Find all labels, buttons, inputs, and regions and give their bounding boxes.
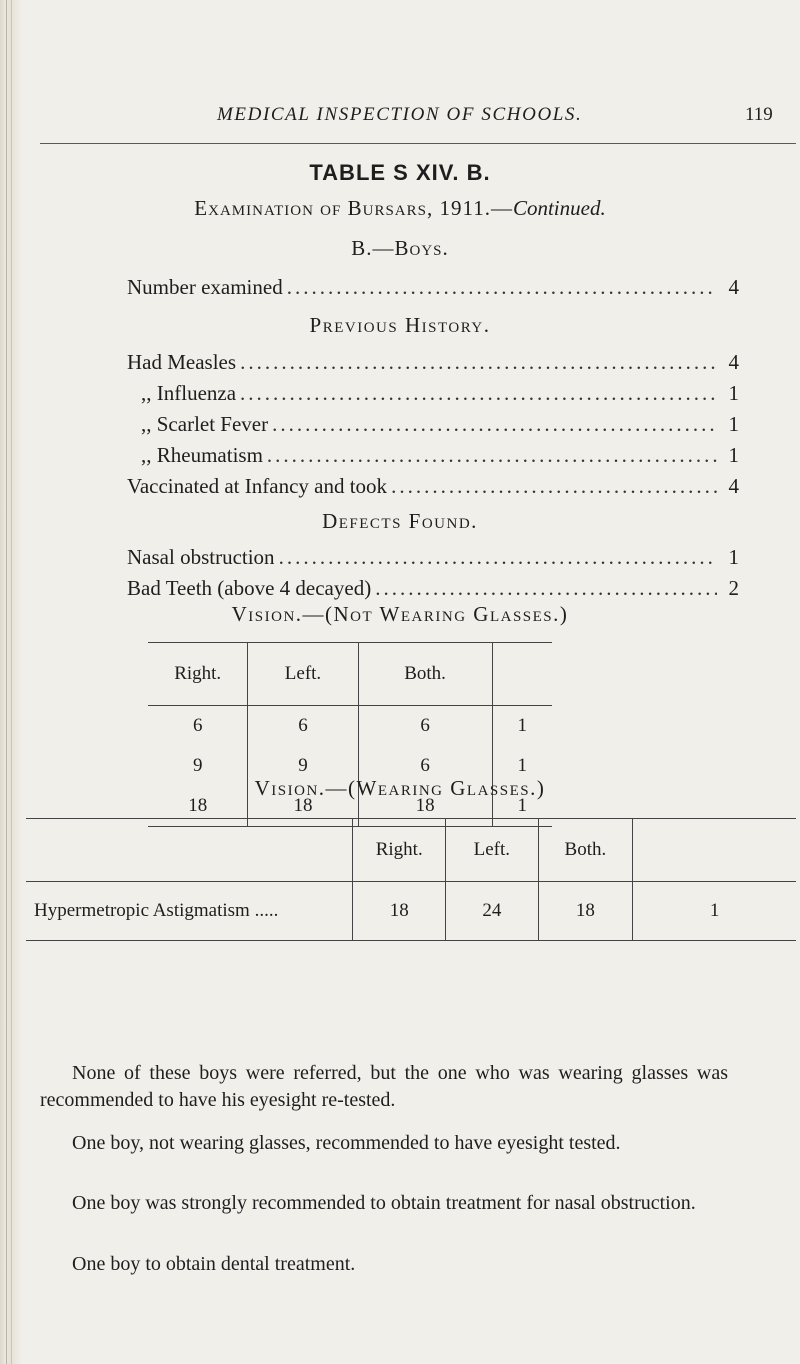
table-cell: 9 bbox=[248, 746, 358, 786]
defect-label: Bad Teeth (above 4 decayed) bbox=[127, 576, 372, 600]
history-label: Had Measles bbox=[127, 350, 237, 374]
table-title: TABLE S XIV. B. bbox=[309, 160, 491, 185]
note-paragraph: One boy to obtain dental treatment. bbox=[72, 1253, 356, 1275]
history-value: 1 bbox=[728, 443, 739, 467]
note-paragraph: None of these boys were referred, but the one who was wearing glasses was recommended to have his eyesight re-tested. bbox=[40, 1062, 728, 1111]
column-header-left: Left. bbox=[446, 819, 539, 882]
column-header-right: Right. bbox=[353, 819, 446, 882]
note-paragraph: One boy, not wearing glasses, recommended to have eyesight tested. bbox=[72, 1132, 621, 1154]
table-header-row bbox=[148, 643, 552, 706]
subtitle-main: Examination of Bursars, 1911.— bbox=[194, 196, 513, 220]
defect-label: Nasal obstruction bbox=[127, 545, 275, 569]
vision-not-wearing-heading: Vision.—(Not Wearing Glasses.) bbox=[231, 602, 569, 626]
defect-value: 2 bbox=[728, 576, 739, 600]
table-header-row bbox=[26, 819, 796, 882]
history-row bbox=[127, 474, 739, 504]
leader-dots bbox=[391, 474, 717, 499]
column-header-right: Right. bbox=[148, 643, 248, 706]
defect-value: 1 bbox=[728, 545, 739, 569]
table-cell: 1 bbox=[492, 746, 552, 786]
number-examined-value: 4 bbox=[728, 275, 739, 299]
history-label: ,, Influenza bbox=[141, 381, 237, 405]
running-head-title: MEDICAL INSPECTION OF SCHOOLS. bbox=[217, 104, 583, 125]
table-cell: 6 bbox=[192, 715, 203, 736]
history-row bbox=[127, 381, 739, 411]
table-cell: 18 bbox=[358, 786, 492, 827]
vision-wearing-heading: Vision.—(Wearing Glasses.) bbox=[254, 776, 546, 800]
leader-dots bbox=[272, 412, 717, 437]
table-cell: 9 bbox=[192, 755, 203, 776]
history-value: 1 bbox=[728, 412, 739, 436]
table-cell: 1 bbox=[633, 882, 796, 941]
leader-dots bbox=[240, 350, 717, 375]
table-cell: 18 bbox=[148, 786, 248, 827]
history-row bbox=[127, 350, 739, 380]
history-label: ,, Rheumatism bbox=[141, 443, 263, 467]
table-row bbox=[26, 882, 796, 941]
table-cell: 1 bbox=[492, 786, 552, 827]
column-header-left: Left. bbox=[248, 643, 358, 706]
leader-dots bbox=[287, 275, 717, 300]
table-cell: 18 bbox=[248, 786, 358, 827]
defects-found-heading: Defects Found. bbox=[322, 509, 478, 533]
table-cell: 18 bbox=[538, 882, 633, 941]
leader-dots bbox=[375, 576, 717, 601]
note-paragraph: One boy was strongly recommended to obtain treatment for nasal obstruction. bbox=[72, 1192, 696, 1214]
row-label: Hypermetropic Astigmatism ..... bbox=[26, 882, 353, 941]
column-header-both: Both. bbox=[538, 819, 633, 882]
number-examined-label: Number examined bbox=[127, 275, 283, 299]
history-value: 4 bbox=[728, 474, 739, 498]
leader-dots bbox=[267, 443, 717, 468]
number-examined-row bbox=[127, 275, 739, 305]
table-cell: 6 bbox=[358, 706, 492, 747]
table-subtitle bbox=[0, 196, 800, 221]
table-row bbox=[148, 706, 552, 747]
history-row bbox=[127, 412, 739, 442]
table-cell: 18 bbox=[353, 882, 446, 941]
defect-row bbox=[127, 545, 739, 575]
vision-wearing-table bbox=[26, 818, 796, 941]
column-header-blank bbox=[26, 819, 353, 882]
column-header-blank bbox=[633, 819, 796, 882]
history-label: Vaccinated at Infancy and took bbox=[127, 474, 388, 498]
header-rule bbox=[40, 143, 796, 144]
leader-dots bbox=[240, 381, 717, 406]
page-number: 119 bbox=[745, 104, 773, 125]
history-value: 4 bbox=[728, 350, 739, 374]
table-cell: 6 bbox=[248, 706, 358, 747]
previous-history-heading: Previous History. bbox=[309, 313, 491, 337]
running-head bbox=[0, 104, 800, 128]
history-row bbox=[127, 443, 739, 473]
column-header-both: Both. bbox=[358, 643, 492, 706]
column-header-blank bbox=[492, 643, 552, 706]
table-cell: 1 bbox=[492, 706, 552, 747]
leader-dots bbox=[279, 545, 717, 570]
subtitle-continued: Continued. bbox=[512, 196, 606, 220]
table-cell: 24 bbox=[446, 882, 539, 941]
history-label: ,, Scarlet Fever bbox=[141, 412, 269, 436]
group-heading: B.—Boys. bbox=[351, 236, 449, 260]
history-value: 1 bbox=[728, 381, 739, 405]
table-cell: 6 bbox=[358, 746, 492, 786]
